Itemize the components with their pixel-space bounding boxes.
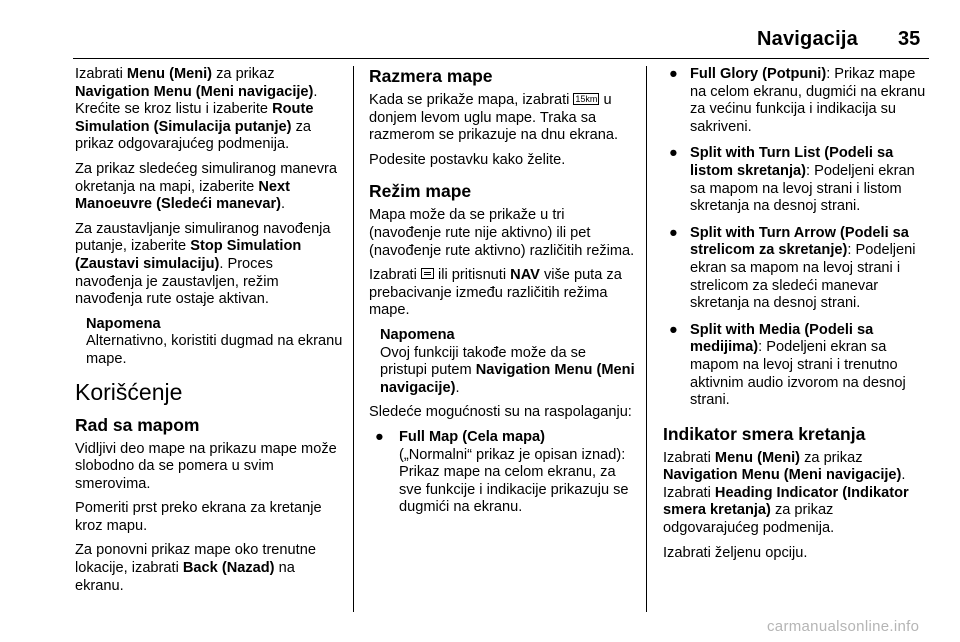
- list-item: ● Split with Turn Arrow (Podeli sa strelicom za skretanje): Podeljeni ekran sa mapom na levoj strani i strelicom za sledeći manevar skretanja na desnoj strani.: [669, 224, 916, 312]
- note-text: Ovoj funkciji takođe može da se pristupi putem Navigation Menu (Meni navigacije).: [380, 344, 635, 396]
- paragraph: Izabrati ili pritisnuti NAV više puta za prebacivanje između različitih režima mape.: [369, 267, 622, 319]
- bullet-icon: ●: [375, 428, 384, 445]
- bullet-icon: ●: [669, 224, 678, 241]
- bullet-icon: ●: [669, 66, 678, 82]
- paragraph: Pomeriti prst preko ekrana za kretanje kroz mapu.: [75, 500, 322, 534]
- subsection-title: Rad sa mapom: [75, 414, 200, 435]
- bullet-icon: ●: [669, 145, 678, 162]
- subsection-title: Indikator smera kretanja: [663, 423, 866, 444]
- subsection-title: Razmera mape: [369, 66, 493, 86]
- watermark: carmanualsonline.info: [767, 618, 920, 635]
- bullet-list: [663, 66, 927, 410]
- paragraph: Kada se prikaže mapa, izabrati 15km u donjem levom uglu mape. Traka sa razmerom se prikazuje na dnu ekrana.: [369, 92, 619, 144]
- column-1: [75, 66, 343, 602]
- note-title: Napomena: [86, 315, 161, 332]
- note: [86, 316, 343, 369]
- page-number: 35: [898, 28, 921, 50]
- paragraph: Za zaustavljanje simuliranog navođenja putanje, izaberite Stop Simulation (Zaustavi simulaciju). Proces navođenja je zaustavljen, režim navođenja rute ostaje aktivan.: [75, 220, 331, 308]
- column-divider-1: [353, 66, 354, 612]
- map-mode-icon: [421, 268, 434, 279]
- section-title: Korišćenje: [75, 378, 183, 405]
- map-scale-icon: 15km: [575, 94, 598, 104]
- note-text: Alternativno, koristiti dugmad na ekranu mape.: [86, 333, 343, 367]
- paragraph: Izabrati Menu (Meni) za prikaz Navigation Menu (Meni navigacije). Krećite se kroz listu i izaberite Route Simulation (Simulacija putanje) za prikaz odgovarajućeg podmenija.: [75, 66, 318, 153]
- bullet-list: [369, 429, 635, 517]
- paragraph: Izabrati Menu (Meni) za prikaz Navigation Menu (Meni navigacije). Izabrati Heading Indicator (Indikator smera kretanja) za prikaz odgovarajućeg podmenija.: [663, 449, 909, 537]
- paragraph: Sledeće mogućnosti su na raspolaganju:: [369, 404, 632, 421]
- header-rule: [73, 58, 929, 59]
- paragraph: Izabrati željenu opciju.: [663, 544, 808, 561]
- paragraph: Mapa može da se prikaže u tri (navođenje rute nije aktivno) ili pet (navođenje rute aktivno) različitih režima.: [369, 207, 635, 259]
- paragraph: Podesite postavku kako želite.: [369, 151, 566, 168]
- column-2: [369, 66, 635, 526]
- note-title: Napomena: [380, 326, 455, 343]
- note: [380, 327, 635, 397]
- column-3: [663, 66, 927, 569]
- column-divider-2: [646, 66, 647, 612]
- subsection-title: Režim mape: [369, 181, 472, 202]
- bullet-icon: ●: [669, 321, 678, 338]
- paragraph: Vidljivi deo mape na prikazu mape može slobodno da se pomera u svim smerovima.: [75, 440, 337, 492]
- list-item: ● Full Map (Cela mapa) („Normalni“ prikaz je opisan iznad): Prikaz mape na celom ekranu, za sve funkcije i indikacije prikazuju se dugmići na ekranu.: [375, 428, 629, 516]
- list-item: ● Full Glory (Potpuni): Prikaz mape na celom ekranu, dugmići na ekranu za većinu funkcija i indikacija su sakriveni.: [669, 66, 926, 135]
- paragraph: Za ponovni prikaz mape oko trenutne lokacije, izabrati Back (Nazad) na ekranu.: [75, 542, 316, 594]
- header-title: Navigacija: [757, 28, 858, 50]
- paragraph: Za prikaz sledećeg simuliranog manevra okretanja na mapi, izaberite Next Manoeuvre (Sledeći manevar).: [75, 160, 337, 213]
- list-item: ● Split with Media (Podeli sa medijima): Podeljeni ekran sa mapom na levoj strani i trenutno aktivnim audio izvorom na desnoj strani.: [669, 321, 906, 409]
- list-item: ● Split with Turn List (Podeli sa listom skretanja): Podeljeni ekran sa mapom na levoj strani i listom skretanja na desnoj strani.: [669, 145, 915, 215]
